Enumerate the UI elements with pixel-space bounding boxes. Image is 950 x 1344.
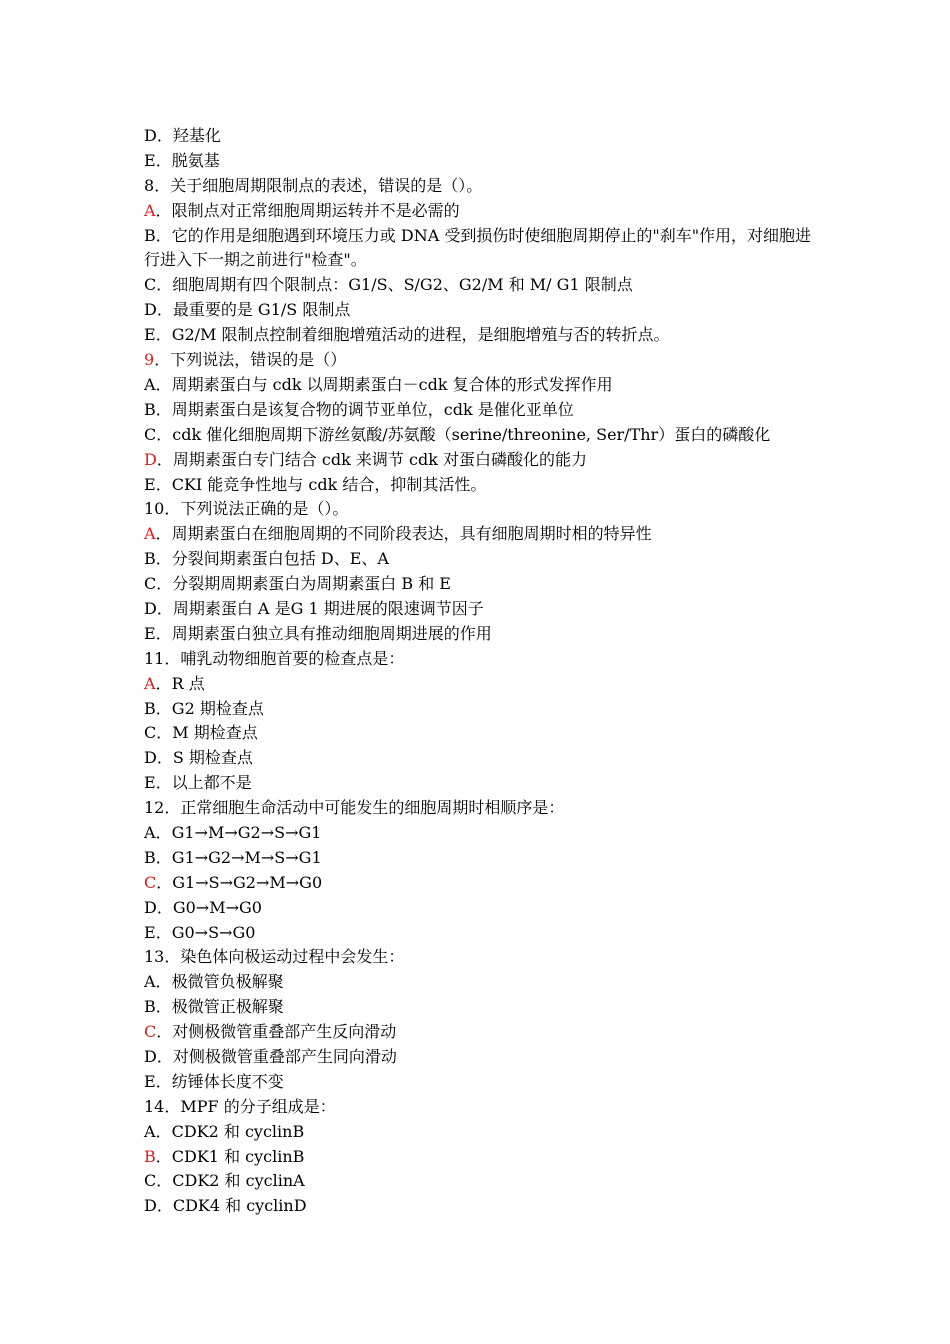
option-letter: 12 [144,798,165,818]
answer-option [144,746,824,771]
option-letter: 13 [144,947,165,967]
option-letter: D [144,748,157,768]
option-letter: D [144,598,157,618]
separator: ． [155,524,172,544]
answer-option [144,323,824,348]
answer-option [144,821,824,846]
line-text: 下列说法正确的是（）。 [180,499,349,519]
option-letter: A [144,374,156,394]
line-text: S 期检查点 [172,748,253,768]
answer-option [144,522,824,547]
question-stem [144,348,824,373]
separator: ． [156,424,173,444]
line-text: CDK1 和 cyclinB [171,1146,305,1166]
answer-option [144,697,824,722]
separator: ． [156,300,173,320]
line-text: M 期检查点 [172,723,258,743]
answer-option [144,995,824,1020]
line-text: 周期素蛋白与 cdk 以周期素蛋白－cdk 复合体的形式发挥作用 [171,374,613,394]
line-text: CDK4 和 cyclinD [172,1196,307,1216]
correct-answer-marker: A [144,673,156,693]
answer-option [144,896,824,921]
line-text: CDK2 和 cyclinA [172,1171,305,1191]
option-letter: E [144,922,156,942]
option-letter: A [144,972,156,992]
separator: ． [156,1196,173,1216]
line-text: cdk 催化细胞周期下游丝氨酸/苏氨酸（serine/threonine, Ser/Thr）蛋白的磷酸化 [172,424,771,444]
line-text: 细胞周期有四个限制点：G1/S、S/G2、G2/M 和 M/ G1 限制点 [172,275,633,295]
answer-option [144,298,824,323]
line-text: G1→G2→M→S→G1 [171,847,322,867]
option-letter: 14 [144,1096,165,1116]
separator: ． [156,1022,173,1042]
answer-option [144,473,824,498]
separator: ． [156,1171,173,1191]
option-letter: A [144,1121,156,1141]
separator: ． [154,175,171,195]
line-text: 对侧极微管重叠部产生同向滑动 [172,1046,397,1066]
answer-option [144,846,824,871]
answer-option [144,373,824,398]
option-letter: C [144,424,157,444]
option-letter: B [144,698,156,718]
separator: ． [155,374,172,394]
option-letter: D [144,1046,157,1066]
answer-option [144,1070,824,1095]
separator: ． [164,648,181,668]
correct-answer-marker: A [144,200,156,220]
separator: ． [156,574,173,594]
answer-option [144,1169,824,1194]
line-text: 下列说法，错误的是（） [170,350,347,370]
option-letter: 11 [144,648,165,668]
line-text: 极微管负极解聚 [171,972,284,992]
separator: ． [154,350,171,370]
separator: ． [156,872,173,892]
line-text: 染色体向极运动过程中会发生： [180,947,405,967]
answer-option [144,547,824,572]
option-letter: 8 [144,175,155,195]
line-text: 哺乳动物细胞首要的检查点是： [180,648,405,668]
option-letter: E [144,623,156,643]
answer-option [144,448,824,473]
question-stem [144,796,824,821]
line-text: 周期素蛋白独立具有推动细胞周期进展的作用 [171,623,492,643]
line-text: 极微管正极解聚 [171,997,284,1017]
line-text: CDK2 和 cyclinB [171,1121,305,1141]
option-letter: B [144,847,156,867]
answer-option [144,572,824,597]
separator: ． [164,798,181,818]
separator: ． [156,723,173,743]
option-letter: C [144,574,157,594]
separator: ． [164,1096,181,1116]
correct-answer-marker: C [144,1022,157,1042]
separator: ． [155,623,172,643]
line-text: G2/M 限制点控制着细胞增殖活动的进程，是细胞增殖与否的转折点。 [171,325,670,345]
separator: ． [156,126,173,145]
separator: ． [156,449,173,469]
separator: ． [156,897,173,917]
line-text: MPF 的分子组成是： [180,1096,336,1116]
answer-option [144,423,824,448]
separator: ． [156,598,173,618]
line-text: 分裂期周期素蛋白为周期素蛋白 B 和 E [172,574,451,594]
option-letter: D [144,897,157,917]
correct-answer-marker: B [144,1146,156,1166]
separator: ． [155,225,172,245]
line-text: CKI 能竞争性地与 cdk 结合，抑制其活性。 [171,474,487,494]
line-text: G2 期检查点 [171,698,264,718]
line-text: 周期素蛋白是该复合物的调节亚单位，cdk 是催化亚单位 [171,399,574,419]
line-text: 脱氨基 [171,150,220,170]
answer-option [144,1120,824,1145]
line-text: 分裂间期素蛋白包括 D、E、A [171,549,389,569]
line-text: 羟基化 [172,126,221,145]
option-letter: C [144,275,157,295]
separator: ． [155,399,172,419]
separator: ． [155,200,172,220]
answer-option [144,1045,824,1070]
answer-option [144,149,824,174]
line-text: 纺锤体长度不变 [171,1071,284,1091]
line-text: G0→S→G0 [171,922,256,942]
answer-option [144,672,824,697]
answer-option [144,1020,824,1045]
line-text: 它的作用是细胞遇到环境压力或 DNA 受到损伤时使细胞周期停止的"刹车"作用，对细胞进行进入下一期之前进行"检查"。 [144,225,812,270]
answer-option [144,622,824,647]
separator: ． [155,325,172,345]
question-stem [144,1095,824,1120]
separator: ． [156,1046,173,1066]
question-stem [144,647,824,672]
line-text: G0→M→G0 [172,897,262,917]
option-letter: C [144,723,157,743]
option-letter: B [144,225,156,245]
answer-option [144,871,824,896]
separator: ． [155,773,172,793]
line-text: 对侧极微管重叠部产生反向滑动 [172,1022,397,1042]
option-letter: D [144,126,157,145]
option-letter: E [144,325,156,345]
separator: ． [155,822,172,842]
answer-option [144,721,824,746]
line-text: G1→S→G2→M→G0 [172,872,323,892]
option-letter: D [144,1196,157,1216]
option-letter: B [144,399,156,419]
separator: ． [155,698,172,718]
answer-option [144,124,824,149]
answer-option [144,398,824,423]
answer-option [144,597,824,622]
option-letter: B [144,549,156,569]
line-text: 以上都不是 [171,773,252,793]
correct-answer-marker: A [144,524,156,544]
option-letter: E [144,474,156,494]
separator: ． [155,1071,172,1091]
answer-option [144,1194,824,1219]
correct-answer-marker: 9 [144,350,155,370]
option-letter: D [144,300,157,320]
answer-option [144,273,824,298]
separator: ． [156,748,173,768]
separator: ． [155,922,172,942]
separator: ． [155,972,172,992]
separator: ． [156,275,173,295]
separator: ． [155,673,172,693]
answer-option [144,224,824,274]
separator: ． [155,1121,172,1141]
option-letter: 10 [144,499,165,519]
option-letter: E [144,150,156,170]
separator: ． [164,947,181,967]
answer-option [144,921,824,946]
separator: ． [164,499,181,519]
option-letter: A [144,822,156,842]
separator: ． [155,474,172,494]
separator: ． [155,997,172,1017]
question-stem [144,497,824,522]
question-stem [144,174,824,199]
answer-option [144,1145,824,1170]
separator: ． [155,549,172,569]
line-text: 正常细胞生命活动中可能发生的细胞周期时相顺序是： [180,798,565,818]
separator: ． [155,847,172,867]
option-letter: E [144,1071,156,1091]
answer-option [144,199,824,224]
separator: ． [155,150,172,170]
option-letter: B [144,997,156,1017]
question-stem [144,945,824,970]
line-text: 周期素蛋白专门结合 cdk 来调节 cdk 对蛋白磷酸化的能力 [172,449,587,469]
line-text: 最重要的是 G1/S 限制点 [172,300,351,320]
answer-option [144,970,824,995]
line-text: 周期素蛋白 A 是G 1 期进展的限速调节因子 [172,598,484,618]
line-text: 限制点对正常细胞周期运转并不是必需的 [171,200,460,220]
option-letter: C [144,1171,157,1191]
line-text: G1→M→G2→S→G1 [171,822,322,842]
correct-answer-marker: D [144,449,157,469]
separator: ． [155,1146,172,1166]
option-letter: E [144,773,156,793]
question-list [144,124,824,1219]
correct-answer-marker: C [144,872,157,892]
line-text: 关于细胞周期限制点的表述，错误的是（）。 [170,175,483,195]
answer-option [144,771,824,796]
line-text: R 点 [171,673,205,693]
line-text: 周期素蛋白在细胞周期的不同阶段表达，具有细胞周期时相的特异性 [171,524,652,544]
